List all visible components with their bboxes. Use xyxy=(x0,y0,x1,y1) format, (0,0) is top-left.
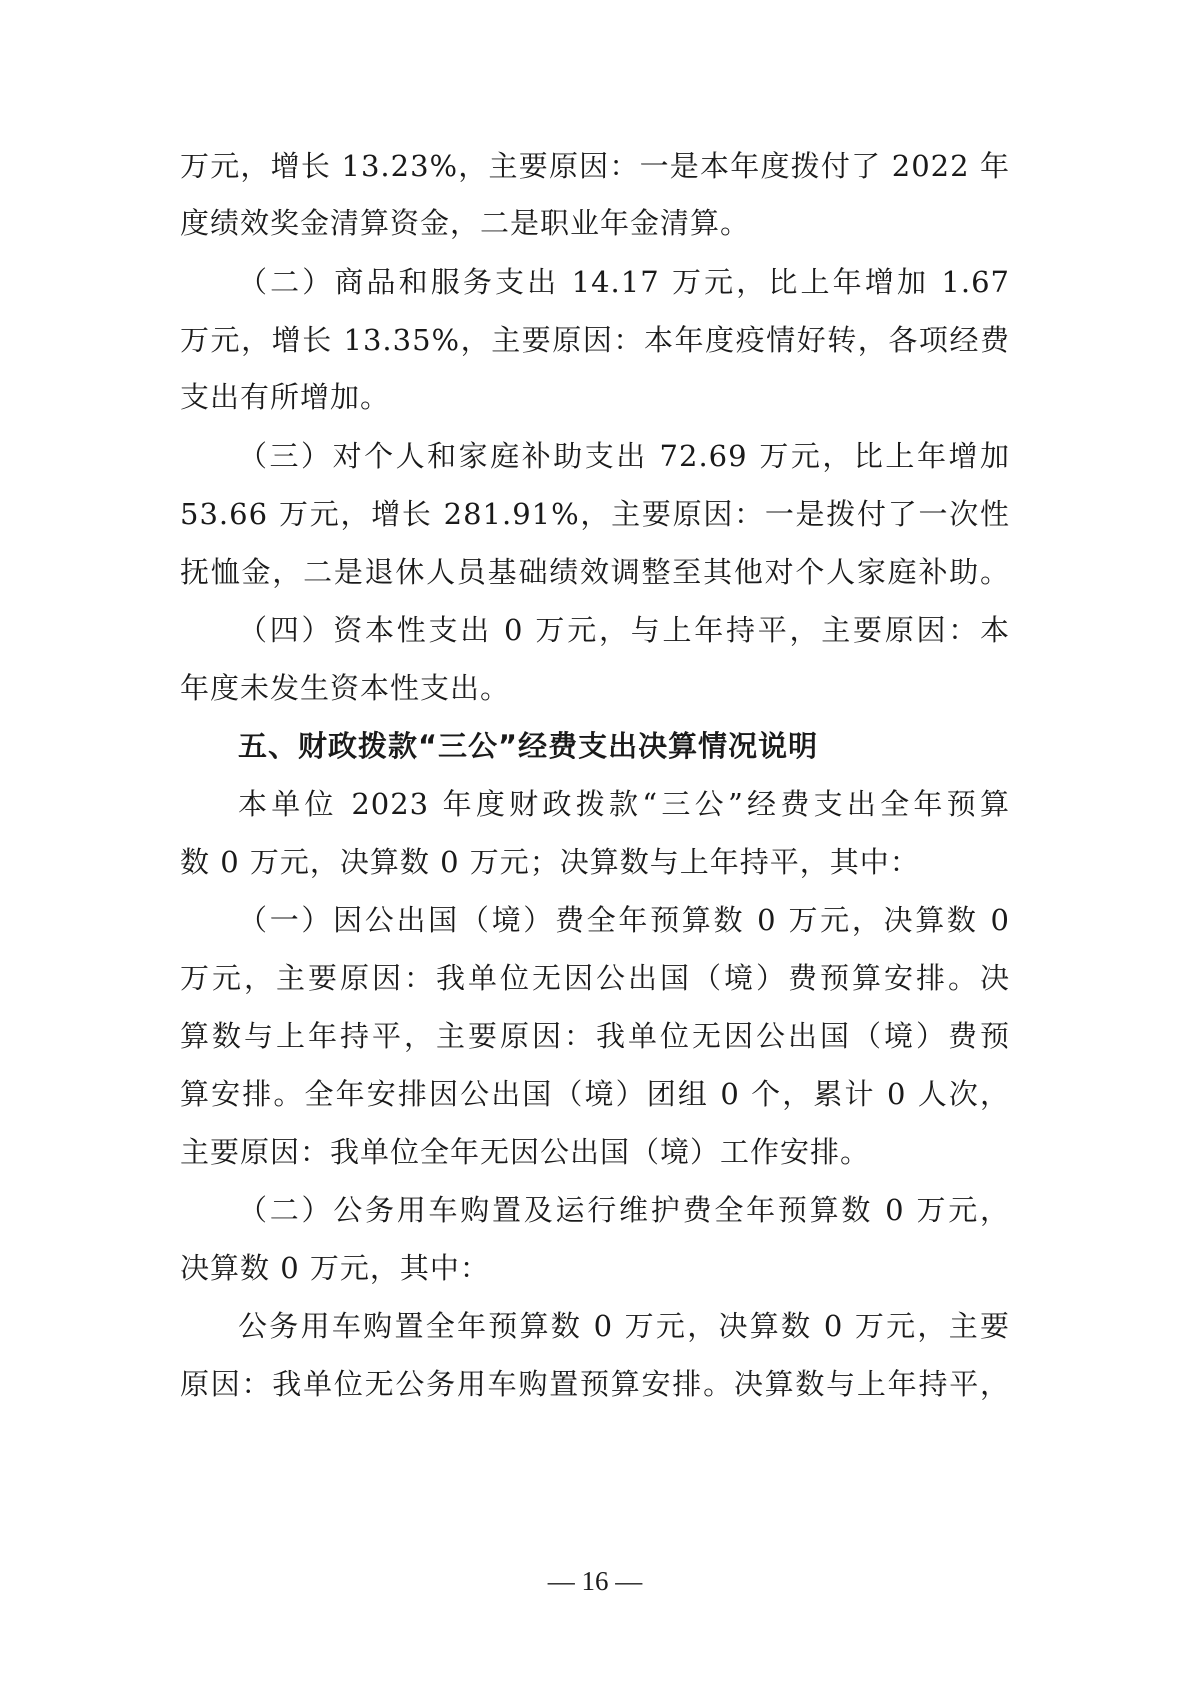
text-line-20: 决算数 0 万元，其中： xyxy=(180,1251,490,1285)
text-line-1: 万元，增长 13.23%，主要原因：一是本年度拨付了 2022 年 xyxy=(180,149,1010,183)
paragraph-5-start: 本单位 2023 年度财政拨款“三公”经费支出全年预算 xyxy=(238,787,1010,821)
text-line-2: 度绩效奖金清算资金，二是职业年金清算。 xyxy=(180,206,751,240)
text-line-4: 万元，增长 13.35%，主要原因：本年度疫情好转，各项经费 xyxy=(180,323,1010,357)
paragraph-3-start: （三）对个人和家庭补助支出 72.69 万元，比上年增加 xyxy=(238,439,1010,473)
paragraph-7-start: （二）公务用车购置及运行维护费全年预算数 0 万元， xyxy=(238,1193,1010,1227)
text-line-7: 53.66 万元，增长 281.91%，主要原因：一是拨付了一次性 xyxy=(180,497,1010,531)
text-line-8: 抚恤金，二是退休人员基础绩效调整至其他对个人家庭补助。 xyxy=(180,555,1010,589)
text-line-22: 原因：我单位无公务用车购置预算安排。决算数与上年持平， xyxy=(180,1367,1010,1401)
text-line-18: 主要原因：我单位全年无因公出国（境）工作安排。 xyxy=(180,1135,871,1169)
text-line-10: 年度未发生资本性支出。 xyxy=(180,671,511,705)
paragraph-8-start: 公务用车购置全年预算数 0 万元，决算数 0 万元，主要 xyxy=(238,1309,1010,1343)
paragraph-4-start: （四）资本性支出 0 万元，与上年持平，主要原因：本 xyxy=(238,613,1010,647)
section-heading: 五、财政拨款“三公”经费支出决算情况说明 xyxy=(238,729,819,763)
paragraph-2-start: （二）商品和服务支出 14.17 万元，比上年增加 1.67 xyxy=(238,265,1010,299)
paragraph-6-start: （一）因公出国（境）费全年预算数 0 万元，决算数 0 xyxy=(238,903,1010,937)
text-line-16: 算数与上年持平，主要原因：我单位无因公出国（境）费预 xyxy=(180,1019,1010,1053)
page-number: — 16 — xyxy=(547,1566,643,1596)
text-line-15: 万元，主要原因：我单位无因公出国（境）费预算安排。决 xyxy=(180,961,1010,995)
text-line-5: 支出有所增加。 xyxy=(180,380,391,414)
text-line-13: 数 0 万元，决算数 0 万元；决算数与上年持平，其中： xyxy=(180,845,920,879)
text-line-17: 算安排。全年安排因公出国（境）团组 0 个，累计 0 人次， xyxy=(180,1077,1010,1111)
